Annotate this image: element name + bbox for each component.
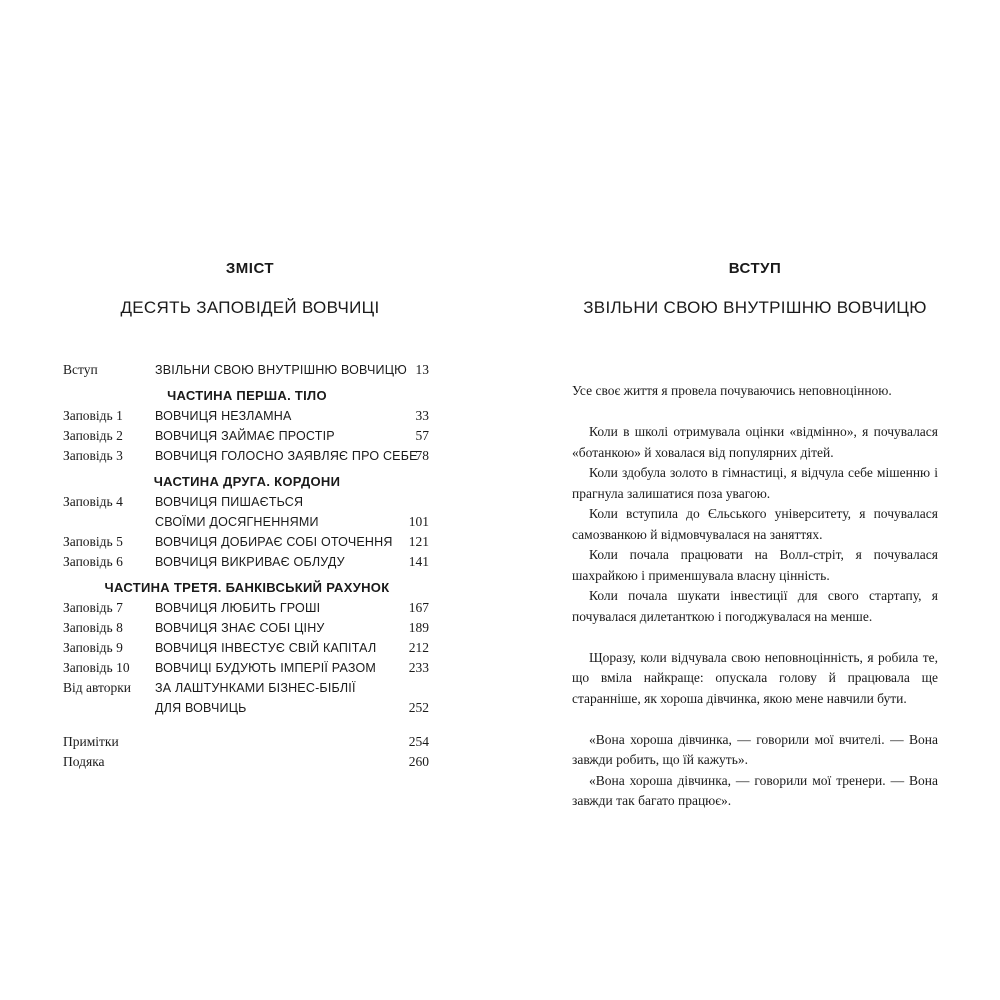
toc-row-c3[interactable] — [63, 446, 431, 466]
toc-page: 57 — [415, 428, 429, 443]
toc-page: 78 — [415, 448, 429, 463]
paragraph: «Вона хороша дівчинка, — говорили мої вчителі. — Вона завжди робить, що їй кажуть». — [572, 731, 938, 767]
paragraph: Коли почала шукати інвестиції для свого стартапу, я почувалася дилетанткою і погоджувалася на менше. — [572, 588, 938, 624]
toc-title: ВОВЧИЦЯ ІНВЕСТУЄ СВІЙ КАПІТАЛ — [155, 641, 377, 655]
page-subheading: ДЕСЯТЬ ЗАПОВІДЕЙ ВОВЧИЦІ — [120, 298, 380, 317]
toc-row-c10[interactable] — [63, 658, 431, 678]
toc-page: 141 — [408, 554, 429, 569]
paragraph: Щоразу, коли відчувала свою неповноцінність, я робила те, що вміла найкраще: опускала голову й працювала ще старанніше, як хороша дівчинка, якою мене навчили бути. — [572, 649, 938, 706]
toc-label: Заповідь 9 — [63, 640, 123, 655]
toc-label: Примітки — [63, 734, 119, 749]
toc-label: Вступ — [63, 362, 98, 377]
toc-title: СВОЇМИ ДОСЯГНЕННЯМИ — [155, 515, 319, 529]
toc-row-c2[interactable] — [63, 426, 431, 446]
toc-page: 101 — [408, 514, 429, 529]
toc-row-c6[interactable] — [63, 552, 431, 572]
toc-label: Заповідь 1 — [63, 408, 123, 423]
toc-label: Заповідь 7 — [63, 600, 123, 615]
toc-page: 233 — [408, 660, 429, 675]
toc-label: Подяка — [63, 754, 105, 769]
toc-row-c5[interactable] — [63, 532, 431, 552]
toc-row-author-cont[interactable] — [63, 698, 431, 718]
toc-title: ВОВЧИЦЯ ЛЮБИТЬ ГРОШІ — [155, 601, 321, 615]
toc-label: Заповідь 6 — [63, 554, 123, 569]
page-heading: ЗМІСТ — [225, 260, 275, 277]
toc-title: ВОВЧИЦІ БУДУЮТЬ ІМПЕРІЇ РАЗОМ — [155, 661, 377, 675]
paragraph: Коли здобула золото в гімнастиці, я відчула себе мішенню і прагнула залишатися поза увагою. — [572, 465, 938, 501]
toc-row-c7[interactable] — [63, 598, 431, 618]
chapter-heading: ВСТУП — [728, 260, 782, 277]
chapter-body — [572, 381, 938, 812]
toc-page: 121 — [408, 534, 429, 549]
toc-page: 13 — [415, 362, 429, 377]
toc-row-notes[interactable] — [63, 732, 431, 752]
toc-label: Заповідь 4 — [63, 494, 123, 509]
table-of-contents — [63, 360, 431, 772]
toc-row-c4-cont[interactable] — [63, 512, 431, 532]
toc-page: 260 — [408, 754, 429, 769]
toc-row-c9[interactable] — [63, 638, 431, 658]
toc-title: ВОВЧИЦЯ ВИКРИВАЄ ОБЛУДУ — [155, 555, 345, 569]
toc-label: Заповідь 3 — [63, 448, 123, 463]
toc-page: 167 — [408, 600, 429, 615]
toc-part-1: ЧАСТИНА ПЕРША. ТІЛО — [167, 388, 327, 403]
paragraph: Коли в школі отримувала оцінки «відмінно», я почувалася «ботанкою» й ховалася від популярних дітей. — [572, 424, 938, 460]
toc-title: ВОВЧИЦЯ ЗНАЄ СОБІ ЦІНУ — [155, 621, 325, 635]
toc-title: ВОВЧИЦЯ НЕЗЛАМНА — [155, 409, 292, 423]
toc-row-intro[interactable] — [63, 360, 431, 380]
toc-title: ДЛЯ ВОВЧИЦЬ — [155, 701, 247, 715]
toc-page: 212 — [408, 640, 429, 655]
toc-title: ВОВЧИЦЯ ПИШАЄТЬСЯ — [155, 495, 304, 509]
toc-label: Від авторки — [63, 680, 132, 695]
toc-row-c8[interactable] — [63, 618, 431, 638]
toc-title: ЗВІЛЬНИ СВОЮ ВНУТРІШНЮ ВОВЧИЦЮ — [155, 363, 407, 377]
toc-label: Заповідь 10 — [63, 660, 130, 675]
paragraph: «Вона хороша дівчинка, — говорили мої тренери. — Вона завжди так багато працює». — [572, 772, 938, 808]
toc-label: Заповідь 8 — [63, 620, 123, 635]
toc-row-author[interactable] — [63, 678, 431, 698]
paragraph: Коли почала працювати на Волл-стріт, я почувалася шахрайкою і применшувала власну цінність. — [572, 547, 938, 583]
toc-page: 252 — [408, 700, 429, 715]
toc-row-c4[interactable] — [63, 492, 431, 512]
toc-page: 33 — [415, 408, 429, 423]
paragraph: Усе своє життя я провела почуваючись неповноцінною. — [572, 383, 892, 398]
toc-label: Заповідь 5 — [63, 534, 123, 549]
toc-row-thanks[interactable] — [63, 752, 431, 772]
toc-label: Заповідь 2 — [63, 428, 123, 443]
toc-page: 189 — [408, 620, 429, 635]
toc-title: ЗА ЛАШТУНКАМИ БІЗНЕС-БІБЛІЇ — [155, 681, 356, 695]
toc-row-c1[interactable] — [63, 406, 431, 426]
paragraph: Коли вступила до Єльського університету, я почувалася самозванкою й відмовчувалася на заняттях. — [572, 506, 938, 542]
toc-part-3: ЧАСТИНА ТРЕТЯ. БАНКІВСЬКИЙ РАХУНОК — [104, 580, 390, 595]
chapter-subheading: ЗВІЛЬНИ СВОЮ ВНУТРІШНЮ ВОВЧИЦЮ — [583, 298, 927, 317]
toc-page: 254 — [408, 734, 429, 749]
toc-title: ВОВЧИЦЯ ДОБИРАЄ СОБІ ОТОЧЕННЯ — [155, 535, 393, 549]
toc-title: ВОВЧИЦЯ ЗАЙМАЄ ПРОСТІР — [155, 429, 335, 443]
toc-part-2: ЧАСТИНА ДРУГА. КОРДОНИ — [153, 474, 341, 489]
toc-title: ВОВЧИЦЯ ГОЛОСНО ЗАЯВЛЯЄ ПРО СЕБЕ — [155, 449, 418, 463]
